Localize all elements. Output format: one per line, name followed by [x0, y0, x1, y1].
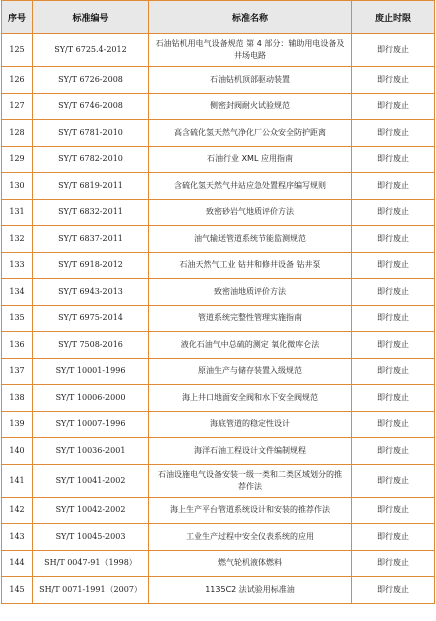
row-name: 石油行业 XML 应用指南 [149, 146, 352, 173]
row-status: 即行废止 [352, 199, 435, 226]
row-name: 1135C2 法试验用标准油 [149, 577, 352, 604]
row-status: 即行废止 [352, 497, 435, 524]
row-seq: 145 [2, 577, 33, 604]
row-name: 石油钻机用电气设备规范 第 4 部分：辅助用电设备及井场电路 [149, 34, 352, 67]
row-code: SY/T 6943-2013 [33, 279, 149, 306]
table-row [2, 252, 435, 279]
row-status: 即行废止 [352, 120, 435, 147]
row-name: 石油天然气工业 钻井和修井设备 钻井泵 [149, 252, 352, 279]
table-row [2, 385, 435, 412]
row-seq: 140 [2, 438, 33, 465]
row-status: 即行废止 [352, 146, 435, 173]
table-row [2, 550, 435, 577]
row-seq: 144 [2, 550, 33, 577]
row-status: 即行废止 [352, 34, 435, 67]
row-seq: 131 [2, 199, 33, 226]
row-seq: 129 [2, 146, 33, 173]
table-row [2, 34, 435, 67]
header-code: 标准编号 [33, 1, 149, 34]
table-header-row [2, 1, 435, 34]
row-status: 即行废止 [352, 252, 435, 279]
row-seq: 126 [2, 67, 33, 94]
row-seq: 141 [2, 464, 33, 497]
row-seq: 133 [2, 252, 33, 279]
row-seq: 128 [2, 120, 33, 147]
row-code: SY/T 10006-2000 [33, 385, 149, 412]
table-row [2, 358, 435, 385]
row-name: 侧密封阀耐火试验规范 [149, 93, 352, 120]
row-name: 高含硫化氢天然气净化厂公众安全防护距离 [149, 120, 352, 147]
row-name: 油气输送管道系统节能监测规范 [149, 226, 352, 253]
row-status: 即行废止 [352, 305, 435, 332]
row-seq: 139 [2, 411, 33, 438]
row-status: 即行废止 [352, 67, 435, 94]
row-seq: 142 [2, 497, 33, 524]
row-code: SY/T 6725.4-2012 [33, 34, 149, 67]
header-name: 标准名称 [149, 1, 352, 34]
row-status: 即行废止 [352, 524, 435, 551]
row-name: 海底管道的稳定性设计 [149, 411, 352, 438]
row-seq: 132 [2, 226, 33, 253]
row-status: 即行废止 [352, 385, 435, 412]
table-row [2, 332, 435, 359]
row-code: SH/T 0071-1991（2007） [33, 577, 149, 604]
row-code: SH/T 0047-91（1998） [33, 550, 149, 577]
row-status: 即行废止 [352, 332, 435, 359]
row-code: SY/T 10045-2003 [33, 524, 149, 551]
row-name: 工业生产过程中安全仪表系统的应用 [149, 524, 352, 551]
table-row [2, 226, 435, 253]
table-row [2, 279, 435, 306]
row-name: 管道系统完整性管理实施指南 [149, 305, 352, 332]
row-name: 含硫化氢天然气井站应急处置程序编写规则 [149, 173, 352, 200]
row-code: SY/T 10036-2001 [33, 438, 149, 465]
row-code: SY/T 6918-2012 [33, 252, 149, 279]
table-row [2, 524, 435, 551]
row-name: 海洋石油工程设计文件编制规程 [149, 438, 352, 465]
row-code: SY/T 6781-2010 [33, 120, 149, 147]
table-row [2, 173, 435, 200]
row-seq: 138 [2, 385, 33, 412]
row-name: 石油钻机顶部驱动装置 [149, 67, 352, 94]
row-name: 原油生产与储存装置入级规范 [149, 358, 352, 385]
row-seq: 143 [2, 524, 33, 551]
row-status: 即行废止 [352, 93, 435, 120]
row-code: SY/T 6746-2008 [33, 93, 149, 120]
row-name: 海上井口地面安全阀和水下安全阀规范 [149, 385, 352, 412]
row-seq: 136 [2, 332, 33, 359]
row-status: 即行废止 [352, 550, 435, 577]
table-row [2, 497, 435, 524]
header-seq: 序号 [2, 1, 33, 34]
table-row [2, 120, 435, 147]
row-code: SY/T 7508-2016 [33, 332, 149, 359]
row-seq: 130 [2, 173, 33, 200]
row-status: 即行废止 [352, 173, 435, 200]
table-row [2, 464, 435, 497]
row-seq: 134 [2, 279, 33, 306]
row-status: 即行废止 [352, 464, 435, 497]
row-code: SY/T 6819-2011 [33, 173, 149, 200]
table-row [2, 438, 435, 465]
row-code: SY/T 10001-1996 [33, 358, 149, 385]
row-status: 即行废止 [352, 411, 435, 438]
row-name: 燃气轮机液体燃料 [149, 550, 352, 577]
table-row [2, 67, 435, 94]
row-code: SY/T 6726-2008 [33, 67, 149, 94]
row-status: 即行废止 [352, 577, 435, 604]
row-name: 致密砂岩气地质评价方法 [149, 199, 352, 226]
row-code: SY/T 6782-2010 [33, 146, 149, 173]
table-row [2, 305, 435, 332]
row-status: 即行废止 [352, 279, 435, 306]
row-code: SY/T 6832-2011 [33, 199, 149, 226]
row-code: SY/T 6837-2011 [33, 226, 149, 253]
standards-table [1, 0, 435, 604]
standards-table-container [1, 0, 436, 604]
table-row [2, 199, 435, 226]
table-row [2, 577, 435, 604]
row-seq: 127 [2, 93, 33, 120]
row-name: 致密油地质评价方法 [149, 279, 352, 306]
row-status: 即行废止 [352, 438, 435, 465]
row-code: SY/T 10042-2002 [33, 497, 149, 524]
row-status: 即行废止 [352, 358, 435, 385]
row-code: SY/T 10041-2002 [33, 464, 149, 497]
row-status: 即行废止 [352, 226, 435, 253]
row-code: SY/T 6975-2014 [33, 305, 149, 332]
row-name: 海上生产平台管道系统设计和安装的推荐作法 [149, 497, 352, 524]
table-row [2, 146, 435, 173]
row-name: 液化石油气中总硫的测定 氧化微库仑法 [149, 332, 352, 359]
table-row [2, 93, 435, 120]
row-seq: 137 [2, 358, 33, 385]
row-seq: 135 [2, 305, 33, 332]
row-name: 石油设施电气设备安装一级一类和二类区域划分的推荐作法 [149, 464, 352, 497]
row-code: SY/T 10007-1996 [33, 411, 149, 438]
table-row [2, 411, 435, 438]
header-status: 废止时限 [352, 1, 435, 34]
row-seq: 125 [2, 34, 33, 67]
